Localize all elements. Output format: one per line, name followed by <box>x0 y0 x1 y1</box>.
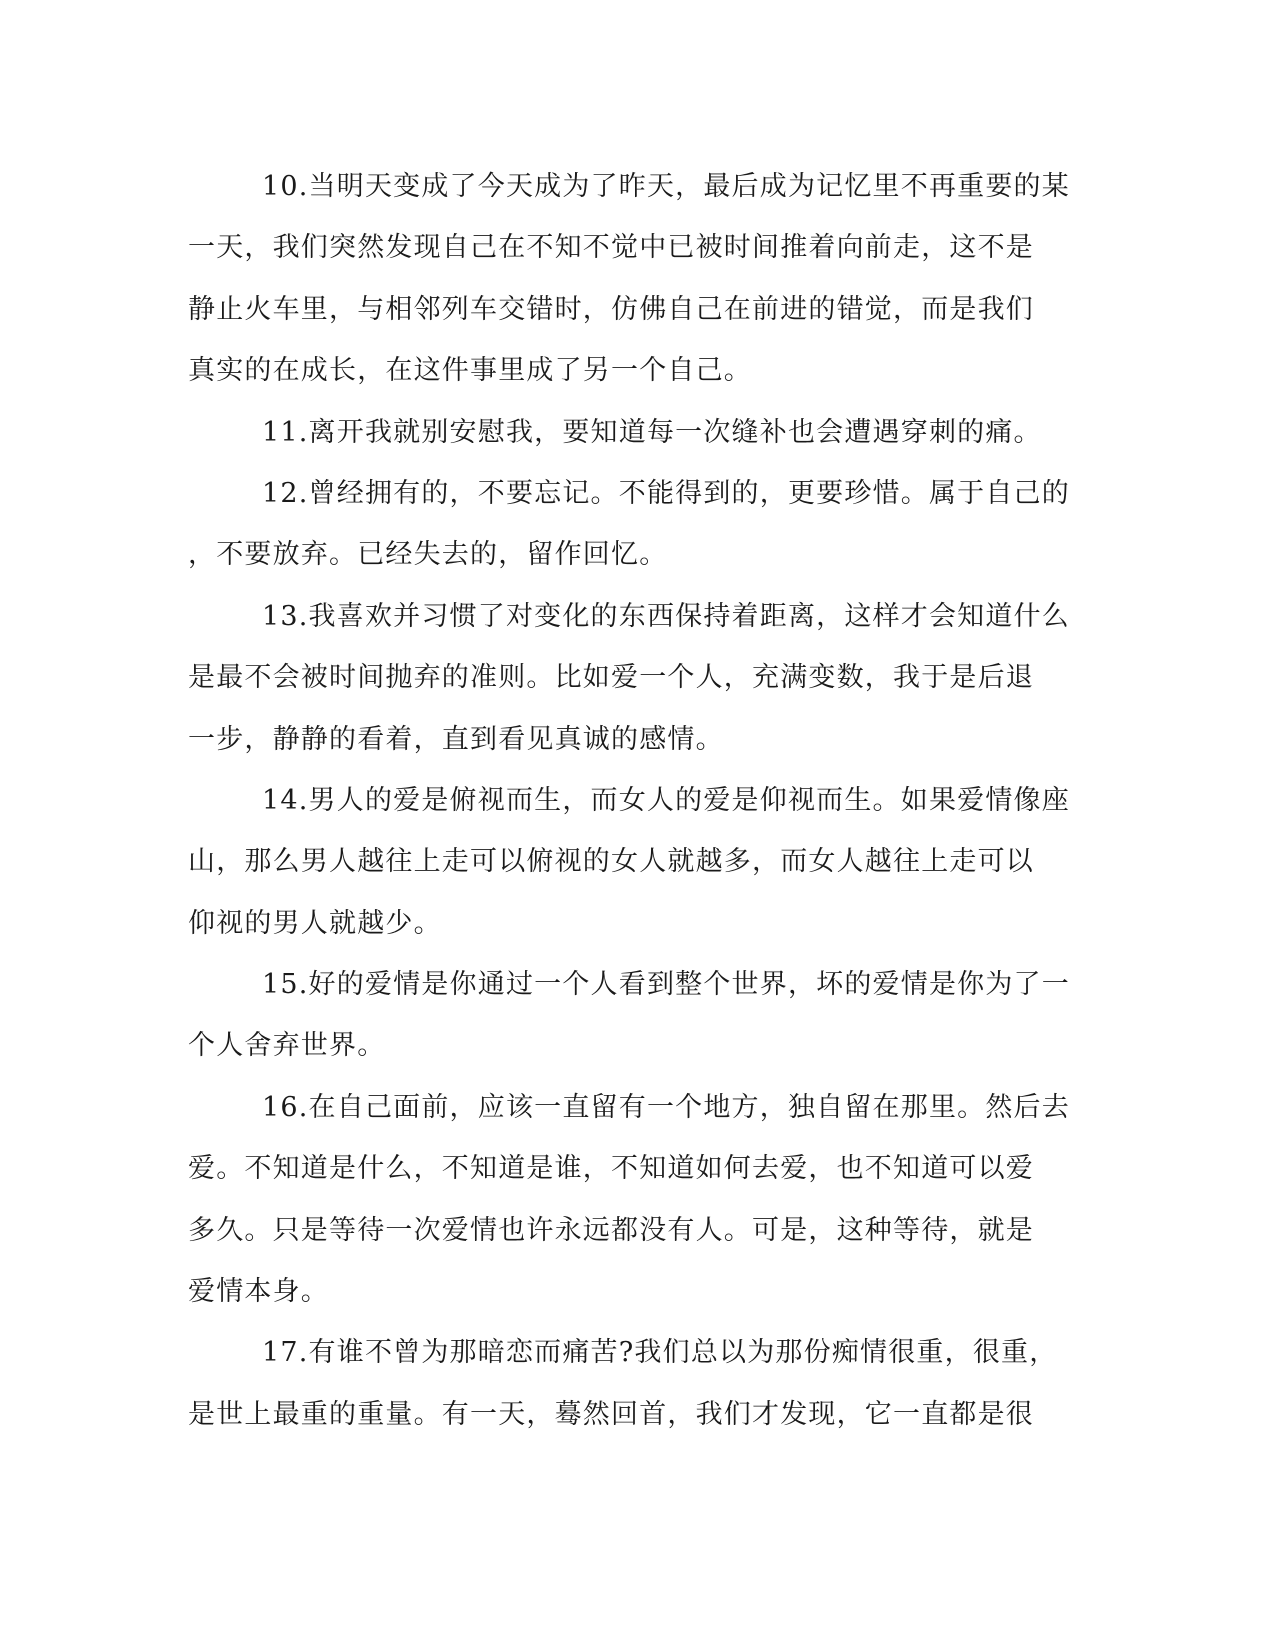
text-line: 个人舍弃世界。 <box>188 1030 386 1062</box>
text-line: 爱情本身。 <box>188 1276 329 1308</box>
text-line: 是世上最重的重量。有一天，蓦然回首，我们才发现，它一直都是很 <box>188 1398 1034 1430</box>
text-line: 是最不会被时间抛弃的准则。比如爱一个人，充满变数，我于是后退 <box>188 662 1034 694</box>
paragraph-17 <box>188 1322 1088 1445</box>
paragraph-14 <box>188 770 1088 954</box>
text-line: 多久。只是等待一次爱情也许永远都没有人。可是，这种等待，就是 <box>188 1214 1034 1246</box>
paragraph-16 <box>188 1077 1088 1323</box>
paragraph-11 <box>188 402 1088 463</box>
paragraph-15 <box>188 954 1088 1077</box>
text-line: 一步，静静的看着，直到看见真诚的感情。 <box>188 723 724 755</box>
paragraph-12 <box>188 463 1088 586</box>
paragraph-13 <box>188 586 1088 770</box>
text-line: 爱。不知道是什么，不知道是谁，不知道如何去爱，也不知道可以爱 <box>188 1153 1034 1185</box>
text-line: 静止火车里，与相邻列车交错时，仿佛自己在前进的错觉，而是我们 <box>188 293 1034 325</box>
document-body <box>188 156 1088 1445</box>
text-line: 13.我喜欢并习惯了对变化的东西保持着距离，这样才会知道什么 <box>262 600 1070 632</box>
text-line: 真实的在成长，在这件事里成了另一个自己。 <box>188 355 752 387</box>
text-line: 17.有谁不曾为那暗恋而痛苦?我们总以为那份痴情很重，很重， <box>262 1337 1058 1369</box>
text-line: 16.在自己面前，应该一直留有一个地方，独自留在那里。然后去 <box>262 1091 1070 1123</box>
text-line: 山，那么男人越往上走可以俯视的女人就越多，而女人越往上走可以 <box>188 846 1034 878</box>
text-line: 10.当明天变成了今天成为了昨天，最后成为记忆里不再重要的某 <box>262 171 1070 202</box>
paragraph-10 <box>188 156 1088 402</box>
text-line: 11.离开我就别安慰我，要知道每一次缝补也会遭遇穿刺的痛。 <box>262 416 1042 448</box>
text-line: 仰视的男人就越少。 <box>188 907 442 939</box>
text-line: 15.好的爱情是你通过一个人看到整个世界，坏的爱情是你为了一 <box>262 969 1070 1001</box>
text-line: 一天，我们突然发现自己在不知不觉中已被时间推着向前走，这不是 <box>188 232 1034 264</box>
text-line: ，不要放弃。已经失去的，留作回忆。 <box>188 539 668 571</box>
text-line: 12.曾经拥有的，不要忘记。不能得到的，更要珍惜。属于自己的 <box>262 477 1070 509</box>
text-line: 14.男人的爱是俯视而生，而女人的爱是仰视而生。如果爱情像座 <box>262 784 1070 816</box>
